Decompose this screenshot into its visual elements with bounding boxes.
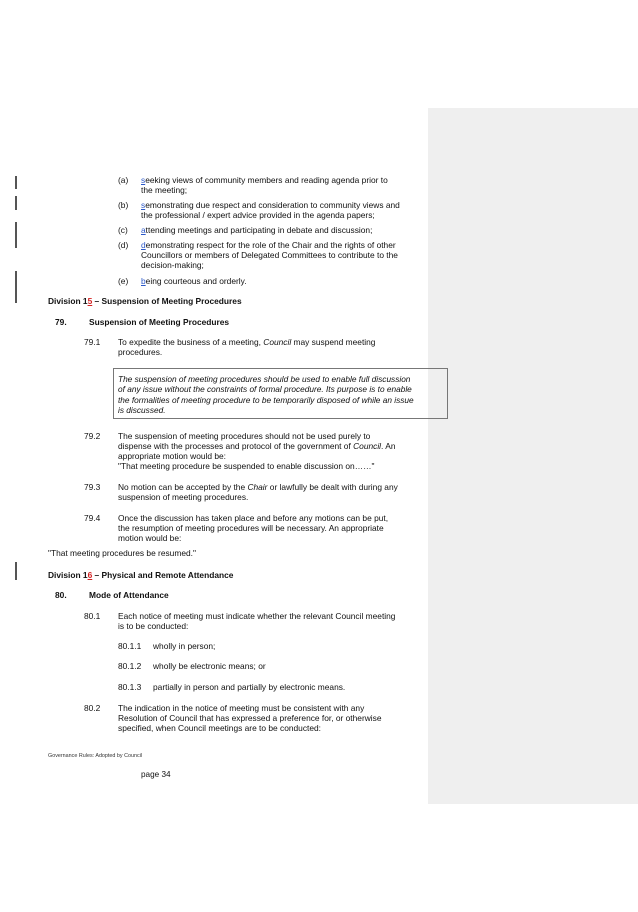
page-footer: Governance Rules: Adopted by Council [48, 753, 143, 759]
clause-text: is to be conducted: [118, 621, 189, 631]
list-text: decision-making; [141, 260, 204, 270]
change-bar [15, 271, 17, 303]
inserted-text: d [141, 240, 146, 250]
clause-text: appropriate motion would be: [118, 451, 227, 461]
subclause-text: partially in person and partially by electronic means. [153, 682, 346, 692]
page-number: page 34 [141, 770, 171, 779]
list-text: eeking views of community members and reading agenda prior to [145, 175, 388, 185]
list-text: the meeting; [141, 185, 188, 195]
clause-number: 79.4 [84, 513, 101, 523]
list-marker: (d) [118, 240, 129, 250]
clause-text: procedures. [118, 347, 163, 357]
change-bar [15, 222, 17, 248]
clause-text: dispense with the processes and protocol of the government of Council. An [118, 441, 396, 451]
clause-text: the resumption of meeting procedures will be necessary. An appropriate [118, 523, 384, 533]
list-text: ttending meetings and participating in debate and discussion; [145, 225, 373, 235]
section-number: 80. [55, 590, 67, 600]
note-box: The suspension of meeting procedures should be used to enable full discussion of any issue without the constraints of formal procedure. Its purpose is to enable the formalities of meeting procedure to be temporarily disposed of while an issue is discussed. [113, 368, 448, 419]
clause-text: Resolution of Council that has expressed a preference for, or otherwise [118, 713, 382, 723]
change-bar [15, 176, 17, 189]
list-text: eing courteous and orderly. [145, 276, 247, 286]
clause-number: 79.2 [84, 431, 101, 441]
subclause-number: 80.1.3 [118, 682, 142, 692]
list-text: emonstrating respect for the role of the Chair and the rights of other [145, 240, 396, 250]
clause-text: Each notice of meeting must indicate whether the relevant Council meeting [118, 611, 396, 621]
deleted-text: 5 [87, 296, 93, 306]
subclause-number: 80.1.2 [118, 661, 142, 671]
clause-text: To expedite the business of a meeting, Council may suspend meeting [118, 337, 376, 347]
change-bar [15, 562, 17, 580]
list-text: Councillors or members of Delegated Committees to contribute to the [141, 250, 398, 260]
deleted-text: 6 [87, 570, 93, 580]
section-title: Suspension of Meeting Procedures [89, 317, 230, 327]
inserted-text: s [141, 175, 146, 185]
list-text: emonstrating due respect and consideration to community views and [145, 200, 400, 210]
inserted-text: a [141, 225, 146, 235]
clause-number: 79.1 [84, 337, 101, 347]
list-marker: (b) [118, 200, 129, 210]
change-bar [15, 196, 17, 210]
inserted-text: b [141, 276, 146, 286]
comment-pane [428, 108, 638, 804]
subclause-text: wholly in person; [153, 641, 216, 651]
clause-text: Once the discussion has taken place and before any motions can be put, [118, 513, 389, 523]
inserted-text: s [141, 200, 146, 210]
clause-text: "That meeting procedure be suspended to enable discussion on……" [118, 461, 375, 471]
subclause-text: wholly be electronic means; or [153, 661, 266, 671]
clause-text: specified, when Council meetings are to be conducted: [118, 723, 321, 733]
list-marker: (c) [118, 225, 128, 235]
clause-number: 80.2 [84, 703, 101, 713]
list-marker: (e) [118, 276, 129, 286]
section-number: 79. [55, 317, 67, 327]
clause-number: 80.1 [84, 611, 101, 621]
motion-text: "That meeting procedures be resumed." [48, 548, 196, 558]
subclause-number: 80.1.1 [118, 641, 142, 651]
clause-text: The suspension of meeting procedures should not be used purely to [118, 431, 371, 441]
clause-text: suspension of meeting procedures. [118, 492, 249, 502]
division-heading: Division 16 – Physical and Remote Attendance [48, 570, 234, 580]
list-text: the professional / expert advice provided in the agenda papers; [141, 210, 375, 220]
clause-text: The indication in the notice of meeting must be consistent with any [118, 703, 365, 713]
clause-number: 79.3 [84, 482, 101, 492]
section-title: Mode of Attendance [89, 590, 169, 600]
division-heading: Division 15 – Suspension of Meeting Procedures [48, 296, 242, 306]
list-marker: (a) [118, 175, 129, 185]
clause-text: No motion can be accepted by the Chair or lawfully be dealt with during any [118, 482, 398, 492]
clause-text: motion would be: [118, 533, 182, 543]
